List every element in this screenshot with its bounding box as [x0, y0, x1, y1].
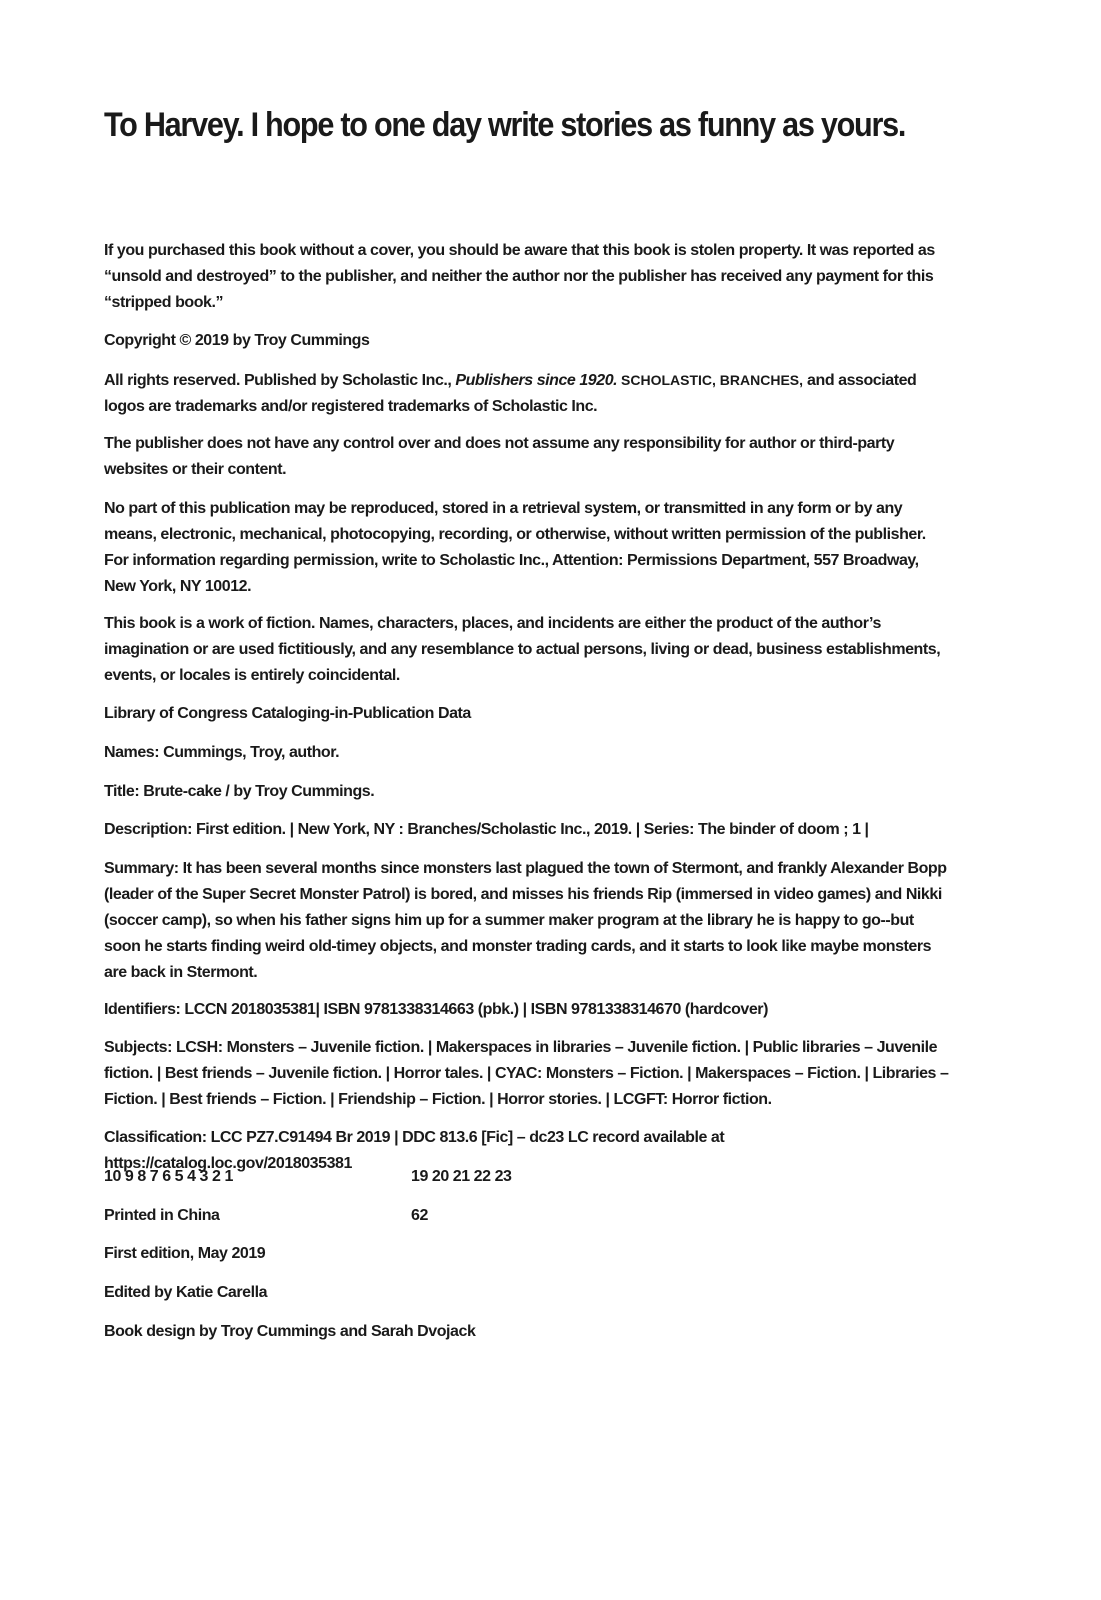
cip-classification: Classification: LCC PZ7.C91494 Br 2019 | DDC 813.6 [Fic] – dc23 LC record available at https://catalog.loc.gov/2018035381 [104, 1129, 725, 1172]
permissions-text: For information regarding permission, write to Scholastic Inc., Attention: Permissions Department, 557 Broadway, New York, NY 10012. [104, 552, 919, 595]
cip-names: Names: Cummings, Troy, author. [104, 744, 340, 761]
printing-line: 10 9 8 7 6 5 4 3 2 1 [104, 1168, 233, 1185]
cip-title: Title: Brute-cake / by Troy Cummings. [104, 783, 375, 800]
rights-suffix: and associated logos are trademarks and/or registered trademarks of Scholastic Inc. [104, 372, 917, 415]
fiction-notice: This book is a work of fiction. Names, characters, places, and incidents are either the product of the author’s imagination or are used fictitiously, and any resemblance to actual persons, living or dead, business establishments, events, or locales is entirely coincidental. [104, 615, 941, 684]
editor-credit: Edited by Katie Carella [104, 1284, 268, 1301]
cip-identifiers: Identifiers: LCCN 2018035381| ISBN 9781338314663 (pbk.) | ISBN 9781338314670 (hardcover) [104, 1001, 768, 1018]
trademark-names: SCHOLASTIC, BRANCHES, [617, 372, 804, 388]
reproduction-text: No part of this publication may be reproduced, stored in a retrieval system, or transmitted in any form or by any means, electronic, mechanical, photocopying, recording, or otherwise, without written permission of the publisher. [104, 500, 926, 543]
stripped-book-notice: If you purchased this book without a cover, you should be aware that this book is stolen property. It was reported as “unsold and destroyed” to the publisher, and neither the author nor the publisher has received any payment for this “stripped book.” [104, 242, 935, 311]
copyright-line: Copyright © 2019 by Troy Cummings [104, 332, 370, 349]
printed-in: Printed in China [104, 1207, 220, 1224]
rights-statement [104, 367, 954, 420]
cip-subjects: Subjects: LCSH: Monsters – Juvenile fiction. | Makerspaces in libraries – Juvenile fiction. | Public libraries – Juvenile fiction. | Best friends – Juvenile fiction. | Horror tales. | CYAC: Monsters – Fiction. | Makerspaces – Fiction. | Libraries – Fiction. | Best friends – Fiction. | Friendship – Fiction. | Horror stories. | LCGFT: Horror fiction. [104, 1039, 949, 1108]
publishers-since: Publishers since 1920. [455, 372, 618, 389]
printed-row [104, 1203, 954, 1229]
cip-heading: Library of Congress Cataloging-in-Publication Data [104, 705, 471, 722]
reproduction-notice [104, 496, 954, 600]
responsibility-notice: The publisher does not have any control over and does not assume any responsibility for author or third-party websites or their content. [104, 435, 895, 478]
year-line: 19 20 21 22 23 [411, 1168, 512, 1185]
design-credit: Book design by Troy Cummings and Sarah Dvojack [104, 1323, 476, 1340]
cip-description: Description: First edition. | New York, NY : Branches/Scholastic Inc., 2019. | Series: The binder of doom ; 1 | [104, 821, 869, 838]
cip-summary: Summary: It has been several months since monsters last plagued the town of Stermont, and frankly Alexander Bopp (leader of the Super Secret Monster Patrol) is bored, and misses his friends Rip (immersed in video games) and Nikki (soccer camp), so when his father signs him up for a summer maker program at the library he is happy to go--but soon he starts finding weird old-timey objects, and monster trading cards, and it starts to look like maybe monsters are back in Stermont. [104, 860, 947, 981]
dedication: To Harvey. I hope to one day write stories as funny as yours. [104, 106, 906, 144]
rights-prefix: All rights reserved. Published by Scholastic Inc., [104, 372, 456, 389]
printer-code: 62 [411, 1207, 428, 1224]
printing-row [104, 1164, 954, 1190]
edition-line: First edition, May 2019 [104, 1245, 266, 1262]
